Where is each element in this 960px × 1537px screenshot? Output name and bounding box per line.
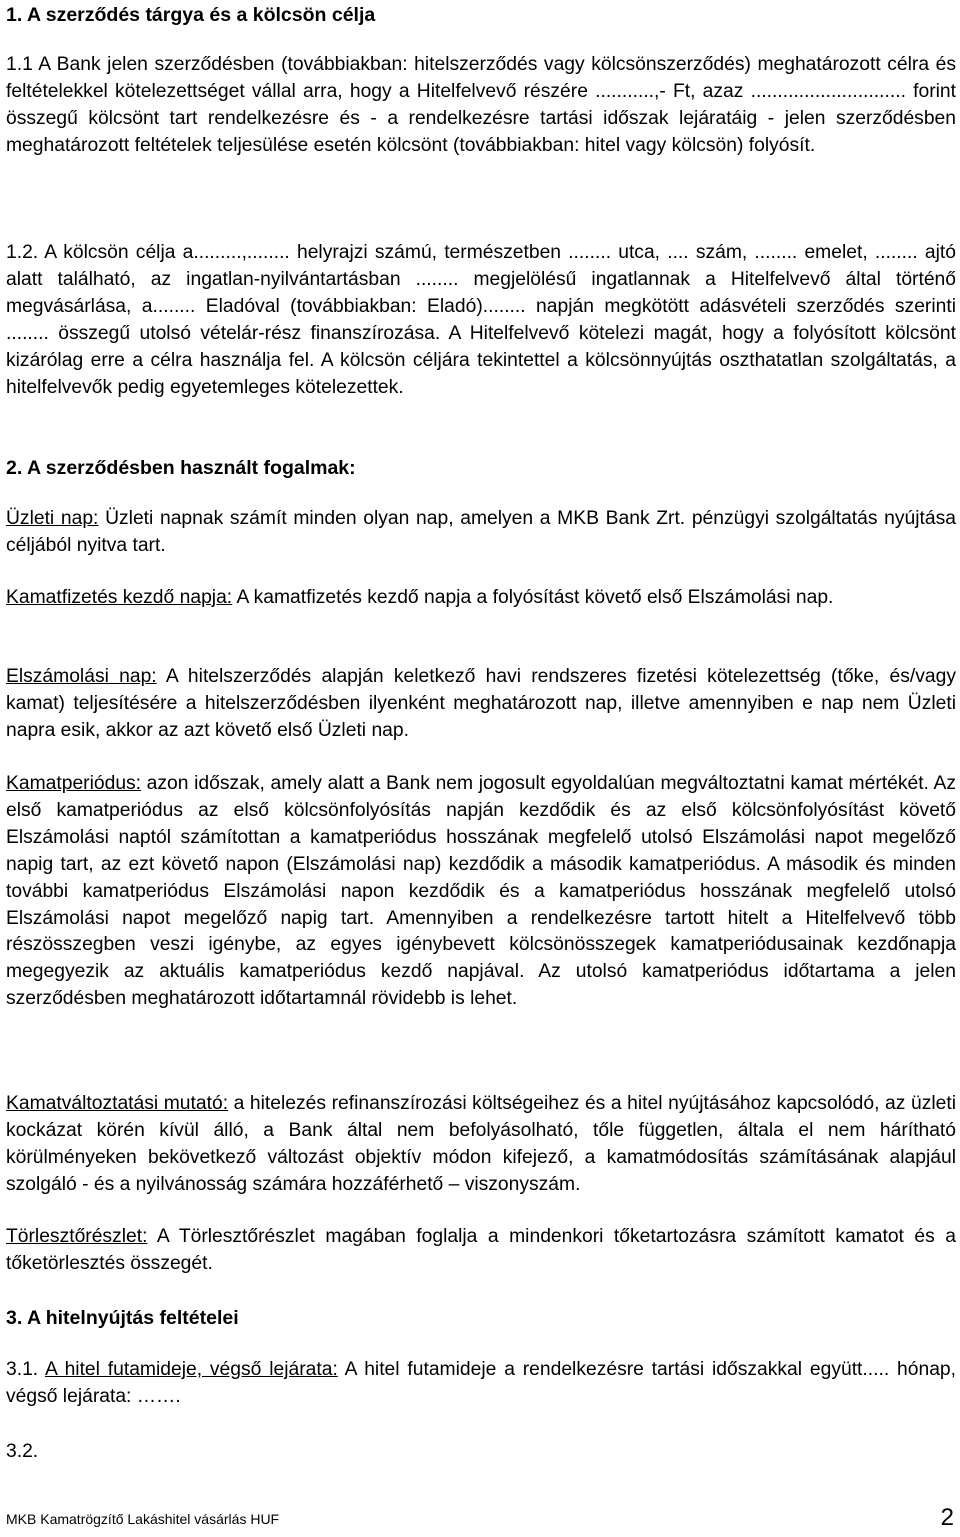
term-definition: Üzleti napnak számít minden olyan nap, amelyen a MKB Bank Zrt. pénzügyi szolgáltatás nyújtása céljából nyitva tart. (6, 508, 956, 556)
term-definition: A kamatfizetés kezdő napja a folyósítást követő első Elszámolási nap. (232, 587, 834, 608)
section-2-heading: 2. A szerződésben használt fogalmak: (6, 457, 356, 479)
term-label: Elszámolási nap: (6, 666, 157, 687)
section-1-heading: 1. A szerződés tárgya és a kölcsön célja (6, 4, 376, 26)
term-definition: azon időszak, amely alatt a Bank nem jogosult egyoldalúan megváltoztatni kamat mértékét. Az első kamatperiódus az első kölcsönfolyósítás napján kezdődik és az első kölcsönfolyósítást követő Elszámolási naptól számítottan a kamatperiódus hosszának megfelelő utolsó Elszámolási napot megelőző napig tart, az ezt követő napon (Elszámolási nap) kezdődik a második kamatperiódus. A második és minden további kamatperiódus Elszámolási napon kezdődik és a kamatperiódus hosszának megfelelő utolsó Elszámolási napot megelőző napig tart. Amennyiben a rendelkezésre tartott hitelt a Hitelfelvevő több részösszegben veszi igénybe, az egyes igénybevett kölcsönösszegek kamatperiódusainak kezdőnapja megegyezik az aktuális kamatperiódus kezdő napjával. Az utolsó kamatperiódus időtartama a jelen szerződésben meghatározott időtartamnál rövidebb is lehet. (6, 773, 956, 1010)
definition-kamatperiodus (6, 771, 956, 1013)
definition-kamatvaltoztatasi-mutato (6, 1091, 956, 1199)
section-3-heading: 3. A hitelnyújtás feltételei (6, 1307, 239, 1329)
definition-elszamolasi-nap (6, 664, 956, 745)
term-definition: a hitelezés refinanszírozási költségeihez és a hitel nyújtásához kapcsolódó, az üzleti kockázat körén kívül álló, a Bank által nem befolyásolható, tőle független, általa el nem hárítható körülményeken bekövetkező változást objektív módon kifejező, a kamatmódosítás számításának alapjául szolgáló - és a nyilvánosság számára hozzáférhető – viszonyszám. (6, 1093, 956, 1195)
paragraph-number: 3.1. (6, 1359, 45, 1380)
term-definition: A hitel futamideje a rendelkezésre tartási időszakkal együtt..... hónap, végső lejárata: ……. (6, 1359, 956, 1407)
definition-kamatfizetes-kezdo-napja (6, 585, 956, 612)
paragraph-3-2: 3.2. (6, 1441, 39, 1462)
paragraph-1-2: 1.2. A kölcsön célja a.........,........ helyrajzi számú, természetben ........ utca, .... szám, ........ emelet, ........ ajtó alatt található, az ingatlan-nyilvántartásban ........ megjelölésű ingatlannak a Hitelfelvevő által történő megvásárlása, a........ Eladóval (továbbiakban: Eladó)........ napján megkötött adásvételi szerződés szerinti ........ összegű utolsó vételár-rész finanszírozása. A Hitelfelvevő kötelezi magát, hogy a folyósított kölcsönt kizárólag erre a célra használja fel. A kölcsön céljára tekintettel a kölcsönnyújtás oszthatatlan szolgáltatás, a hitelfelvevők pedig egyetemleges kötelezettek. (6, 242, 956, 398)
footer-title: MKB Kamatrögzítő Lakáshitel vásárlás HUF (6, 1511, 280, 1527)
term-label: Kamatperiódus: (6, 773, 142, 794)
definition-uzleti-nap (6, 506, 956, 560)
definition-torlesztoreszlet (6, 1224, 956, 1278)
term-label: Üzleti nap: (6, 508, 99, 529)
term-label: Kamatfizetés kezdő napja: (6, 587, 233, 608)
paragraph-3-1 (6, 1357, 956, 1411)
page-number: 2 (940, 1504, 954, 1531)
term-label: A hitel futamideje, végső lejárata: (44, 1359, 338, 1380)
term-label: Kamatváltoztatási mutató: (6, 1093, 229, 1114)
term-label: Törlesztőrészlet: (6, 1226, 148, 1247)
paragraph-1-1: 1.1 A Bank jelen szerződésben (továbbiakban: hitelszerződés vagy kölcsönszerződés) meghatározott célra és feltételekkel kötelezettséget vállal arra, hogy a Hitelfelvevő részére ...........,- Ft, azaz ............................. forint összegű kölcsönt tart rendelkezésre és - a rendelkezésre tartási időszak lejáratáig - jelen szerződésben meghatározott feltételek teljesülése esetén kölcsönt (továbbiakban: hitel vagy kölcsön) folyósít. (6, 54, 956, 156)
term-definition: A Törlesztőrészlet magában foglalja a mindenkori tőketartozásra számított kamatot és a tőketörlesztés összegét. (6, 1226, 956, 1274)
term-definition: A hitelszerződés alapján keletkező havi rendszeres fizetési kötelezettség (tőke, és/vagy kamat) teljesítésére a hitelszerződésben ilyenként meghatározott nap, illetve amennyiben e nap nem Üzleti napra esik, akkor az azt követő első Üzleti nap. (6, 666, 956, 741)
